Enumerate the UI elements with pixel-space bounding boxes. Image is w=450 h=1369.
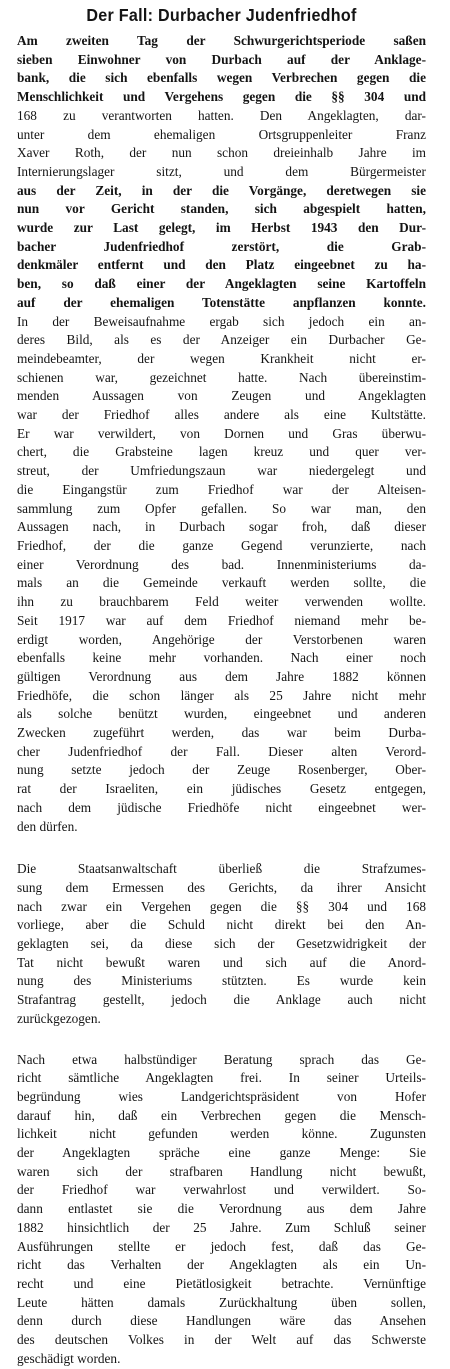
article-line: cher Judenfriedhof der Fall. Dieser alten Verord- bbox=[17, 743, 426, 759]
article-line: sammlung zum Opfer gefallen. So war man, den bbox=[17, 500, 426, 516]
article-line: der Angeklagten spräche eine ganze Menge: Sie bbox=[17, 1145, 426, 1161]
article-line: mals an die Gemeinde verkauft werden sollte, die bbox=[17, 575, 426, 591]
article-line: Strafantrag gestellt, jedoch die Anklage auch nicht bbox=[17, 992, 426, 1008]
article-line: des deutschen Volkes in der Welt auf das Schwerste bbox=[17, 1332, 426, 1348]
article-line: Zwecken zugeführt werden, das war beim Durba- bbox=[17, 725, 426, 741]
article-line: sieben Einwohner von Durbach auf der Anklage- bbox=[17, 51, 426, 67]
article-line: Friedhöfe, die schon länger als 25 Jahre nicht mehr bbox=[17, 687, 426, 703]
article-line: die Eingangstür zum Friedhof war der Alteisen- bbox=[17, 481, 426, 497]
article-line: nung des Ministeriums stützten. Es wurde kein bbox=[17, 973, 426, 989]
article-line: erdigt worden, Angehörige der Verstorbenen waren bbox=[17, 631, 426, 647]
article-line: wurde zur Last gelegt, im Herbst 1943 den Dur- bbox=[17, 220, 426, 236]
article-line: aus der Zeit, in der die Vorgänge, deretwegen sie bbox=[17, 182, 426, 198]
article-line: Friedhof, der die ganze Gegend verunzierte, nach bbox=[17, 537, 426, 553]
article-line: Ausführungen stellte er jedoch fest, daß das Ge- bbox=[17, 1238, 426, 1254]
article-line: unter dem ehemaligen Ortsgruppenleiter Franz bbox=[17, 126, 426, 142]
article-line: auf der ehemaligen Totenstätte anpflanzen konnte. bbox=[17, 294, 426, 310]
article-line: gültigen Verordnung aus dem Jahre 1882 können bbox=[17, 668, 426, 684]
article-line: Menschlichkeit und Vergehens gegen die §§ 304 und bbox=[17, 89, 426, 105]
article-line: der Friedhof war verwahrlost und verwildert. So- bbox=[17, 1182, 426, 1198]
article-line: schienen war, gezeichnet hatte. Nach übereinstim- bbox=[17, 369, 426, 385]
article-line: ebenfalls keine mehr vorhanden. Nach einer noch bbox=[17, 650, 426, 666]
article-line: Internierungslager sitzt, und dem Bürgermeister bbox=[17, 163, 426, 179]
article-line: den dürfen. bbox=[17, 818, 78, 834]
article-line: Xaver Roth, der nun schon dreieinhalb Jahre im bbox=[17, 145, 426, 161]
article-line: dann entlastet sie die Verordnung aus dem Jahre bbox=[17, 1201, 426, 1217]
article-line: war der Friedhof alles andere als eine Kultstätte. bbox=[17, 407, 426, 423]
article-line: geklagten sei, da diese sich der Gesetzwidrigkeit der bbox=[17, 936, 426, 952]
article-line: ben, so daß einer der Angeklagten seine Kartoffeln bbox=[17, 276, 426, 292]
article-line: Nach etwa halbstündiger Beratung sprach das Ge- bbox=[17, 1051, 426, 1067]
article-line: nung setzte jedoch der Zeuge Rosenberger, Ober- bbox=[17, 762, 426, 778]
article-line: Seit 1917 war auf dem Friedhof niemand mehr be- bbox=[17, 612, 426, 628]
article-line: sung dem Ermessen des Gerichts, da ihrer Ansicht bbox=[17, 879, 426, 895]
article-line: lichkeit nicht gefunden werden könne. Zugunsten bbox=[17, 1126, 426, 1142]
article-line: meindebeamter, der wegen Krankheit nicht er- bbox=[17, 350, 426, 366]
article-line: bacher Judenfriedhof zerstört, die Grab- bbox=[17, 238, 426, 254]
article-line: Aussagen nach, in Durbach sogar froh, daß dieser bbox=[17, 519, 426, 535]
article-line: In der Beweisaufnahme ergab sich jedoch ein an- bbox=[17, 313, 426, 329]
article-line: bank, die sich ebenfalls wegen Verbrechen gegen die bbox=[17, 70, 426, 86]
article-line: begründung wies Landgerichtspräsident von Hofer bbox=[17, 1088, 426, 1104]
article-line: als solche benützt wurden, eingeebnet und anderen bbox=[17, 706, 426, 722]
article-line: nach zwar ein Vergehen gegen die §§ 304 und 168 bbox=[17, 898, 426, 914]
article-line: Tat nicht bewußt waren und sich auf die Anord- bbox=[17, 954, 426, 970]
article-line: Die Staatsanwaltschaft überließ die Strafzumes- bbox=[17, 861, 426, 877]
article-line: einer Verordnung des bad. Innenministeriums da- bbox=[17, 556, 426, 572]
article-line: menden Aussagen von Zeugen und Angeklagten bbox=[17, 388, 426, 404]
article-line: streut, der Umfriedungszaun war niedergelegt und bbox=[17, 463, 426, 479]
article-paragraph-1 bbox=[17, 32, 426, 836]
article-line: Leute hätten damals Zurückhaltung üben sollen, bbox=[17, 1294, 426, 1310]
article-line: deres Bild, als es der Anzeiger ein Durbacher Ge- bbox=[17, 332, 426, 348]
article-line: ihn zu brauchbarem Feld weiter verwenden wollte. bbox=[17, 594, 426, 610]
article-line: nun vor Gericht standen, sich abgespielt hatten, bbox=[17, 201, 426, 217]
article-line: recht und eine Pietätlosigkeit betrachte. Vernünftige bbox=[17, 1276, 426, 1291]
article-line: geschädigt worden. bbox=[17, 1350, 121, 1366]
article-line: rat der Israeliten, ein jüdisches Gesetz entgegen, bbox=[17, 781, 426, 797]
article-headline: Der Fall: Durbacher Judenfriedhof bbox=[86, 5, 357, 25]
article-paragraph-3 bbox=[17, 1051, 426, 1369]
article-line: 1882 hinsichtlich der 25 Jahre. Zum Schluß seiner bbox=[17, 1219, 426, 1235]
article-line: chert, die Grabsteine lagen kreuz und quer ver- bbox=[17, 444, 426, 460]
article-paragraph-2 bbox=[17, 860, 426, 1028]
article-line: zurückgezogen. bbox=[17, 1010, 101, 1026]
article-line: Am zweiten Tag der Schwurgerichtsperiode saßen bbox=[17, 33, 426, 48]
article-line: denkmäler entfernt und den Platz eingeebnet zu ha- bbox=[17, 257, 426, 273]
article-line: Er war verwildert, von Dornen und Gras überwu- bbox=[17, 425, 426, 441]
article-line: nach dem jüdische Friedhöfe nicht eingeebnet wer- bbox=[17, 799, 426, 815]
article-line: darauf hin, daß ein Verbrechen gegen die Mensch- bbox=[17, 1107, 426, 1123]
article-line: richt sämtliche Angeklagten frei. In seiner Urteils- bbox=[17, 1070, 426, 1086]
article-line: denn durch diese Handlungen wäre das Ansehen bbox=[17, 1313, 426, 1329]
article-line: richt das Verhalten der Angeklagten als ein Un- bbox=[17, 1257, 426, 1273]
article-line: vorliege, aber die Schuld nicht direkt bei den An- bbox=[17, 917, 426, 933]
article-line: waren sich der strafbaren Handlung nicht bewußt, bbox=[17, 1163, 426, 1179]
article-line: 168 zu verantworten hatten. Den Angeklagten, dar- bbox=[17, 107, 426, 123]
